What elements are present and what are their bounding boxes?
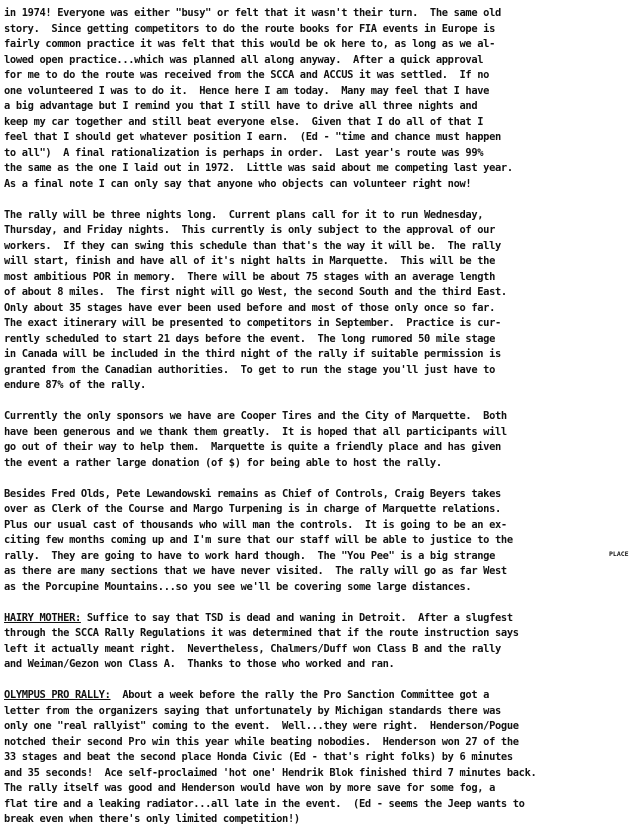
- text-line: granted from the Canadian authorities. To get to run the stage you'll just have to: [4, 363, 496, 376]
- text-line: only one "real rallyist" coming to the event. Well...they were right. Henderson/Pogue: [4, 720, 519, 732]
- text-line: as the Porcupine Mountains...so you see we'll be covering some large distances.: [4, 580, 472, 593]
- text-line: go out of their way to help them. Marquette is quite a friendly place and has given: [4, 441, 501, 453]
- paragraph-sponsors: [4, 409, 636, 471]
- text-line: and Weiman/Gezon won Class A. Thanks to those who worked and ran.: [4, 658, 395, 670]
- text-line: notched their second Pro win this year while beating nobodies. Henderson won 27 of the: [4, 735, 519, 748]
- text-line: fairly common practice it was felt that this would be ok here to, as long as we al-: [4, 38, 496, 50]
- text-line: endure 87% of the rally.: [4, 379, 146, 391]
- text-line: Only about 35 stages have ever been used before and most of those only once so far.: [4, 301, 496, 314]
- text-line: have been generous and we thank them greatly. It is hoped that all participants will: [4, 425, 507, 438]
- text-line: a big advantage but I remind you that I still have to drive all three nights and: [4, 100, 478, 112]
- text-line: feel that I should get whatever position I earn. (Ed - "time and chance must happen: [4, 131, 501, 143]
- text-line: Thursday, and Friday nights. This currently is only subject to the approval of our: [4, 224, 496, 236]
- paragraph-staff: [4, 487, 636, 596]
- paragraph-hairy-mother: [4, 611, 636, 673]
- paragraph-olympus-pro-rally: [4, 688, 636, 828]
- text-line: over as Clerk of the Course and Margo Turpening is in charge of Marquette relations.: [4, 503, 501, 515]
- text-line: of about 8 miles. The first night will go West, the second South and the third East.: [4, 286, 507, 298]
- text-line-continuation: Suffice to say that TSD is dead and waning in Detroit. After a slugfest: [80, 611, 513, 624]
- text-line: Besides Fred Olds, Pete Lewandowski remains as Chief of Controls, Craig Beyers takes: [4, 487, 501, 500]
- text-line: Currently the only sponsors we have are Cooper Tires and the City of Marquette. Both: [4, 410, 507, 422]
- text-line: As a final note I can only say that anyone who objects can volunteer right now!: [4, 177, 472, 190]
- text-line: in 1974! Everyone was either "busy" or felt that it wasn't their turn. The same old: [4, 7, 501, 19]
- text-line: for me to do the route was received from the SCCA and ACCUS it was settled. If no: [4, 69, 490, 81]
- text-line: one volunteered I was to do it. Hence here I am today. Many may feel that I have: [4, 84, 490, 97]
- text-line: will start, finish and have all of it's night halts in Marquette. This will be the: [4, 255, 496, 267]
- paragraph-rally-schedule: [4, 208, 636, 394]
- section-heading-olympus-pro-rally: OLYMPUS PRO RALLY:: [4, 689, 111, 701]
- text-line: The exact itinerary will be presented to competitors in September. Practice is cur-: [4, 317, 501, 329]
- text-line: left it actually meant right. Nevertheless, Chalmers/Duff won Class B and the rally: [4, 642, 501, 655]
- section-heading-hairy-mother: HAIRY MOTHER:: [4, 611, 81, 624]
- text-line: keep my car together and still beat everyone else. Given that I do all of that I: [4, 115, 484, 128]
- text-line: lowed open practice...which was planned all along anyway. After a quick approval: [4, 53, 484, 66]
- text-line: story. Since getting competitors to do the route books for FIA events in Europe is: [4, 22, 496, 35]
- text-line: the same as the one I laid out in 1972. Little was said about me competing last year.: [4, 162, 513, 174]
- text-line: The rally itself was good and Henderson would have won by more save for some fog, a: [4, 782, 496, 794]
- text-line: workers. If they can swing this schedule than that's the way it will be. The rally: [4, 239, 501, 252]
- text-line: and 35 seconds! Ace self-proclaimed 'hot one' Hendrik Blok finished third 7 minutes back.: [4, 766, 537, 779]
- text-line: most ambitious POR in memory. There will be about 75 stages with an average length: [4, 270, 496, 283]
- text-line: The rally will be three nights long. Current plans call for it to run Wednesday,: [4, 208, 484, 221]
- text-line: as there are many sections that we have never visited. The rally will go as far West: [4, 565, 507, 577]
- text-line-continuation: About a week before the rally the Pro Sanction Committee got a: [110, 689, 490, 701]
- text-line: flat tire and a leaking radiator...all late in the event. (Ed - seems the Jeep wants to: [4, 797, 525, 810]
- text-line: break even when there's only limited competition!): [4, 813, 300, 825]
- paragraph-1974-route-volunteer: [4, 6, 636, 192]
- handwritten-margin-note: PLACE: [609, 549, 629, 558]
- text-line: letter from the organizers saying that unfortunately by Michigan standards there was: [4, 704, 501, 717]
- text-line: the event a rather large donation (of $) for being able to host the rally.: [4, 456, 442, 469]
- text-line: Plus our usual cast of thousands who will man the controls. It is going to be an ex-: [4, 518, 507, 531]
- text-line: [4, 688, 636, 704]
- text-line: in Canada will be included in the third night of the rally if suitable permission is: [4, 348, 501, 360]
- text-line: rently scheduled to start 21 days before the event. The long rumored 50 mile stage: [4, 332, 496, 345]
- text-line: to all") A final rationalization is perhaps in order. Last year's route was 99%: [4, 146, 484, 159]
- text-line: through the SCCA Rally Regulations it was determined that if the route instruction says: [4, 627, 519, 639]
- text-line: 33 stages and beat the second place Honda Civic (Ed - that's right folks) by 6 minutes: [4, 751, 513, 763]
- text-line: citing few months coming up and I'm sure that our staff will be able to justice to the: [4, 534, 513, 546]
- text-line: [4, 611, 636, 627]
- text-line: rally. They are going to have to work hard though. The "You Pee" is a big strange: [4, 549, 496, 562]
